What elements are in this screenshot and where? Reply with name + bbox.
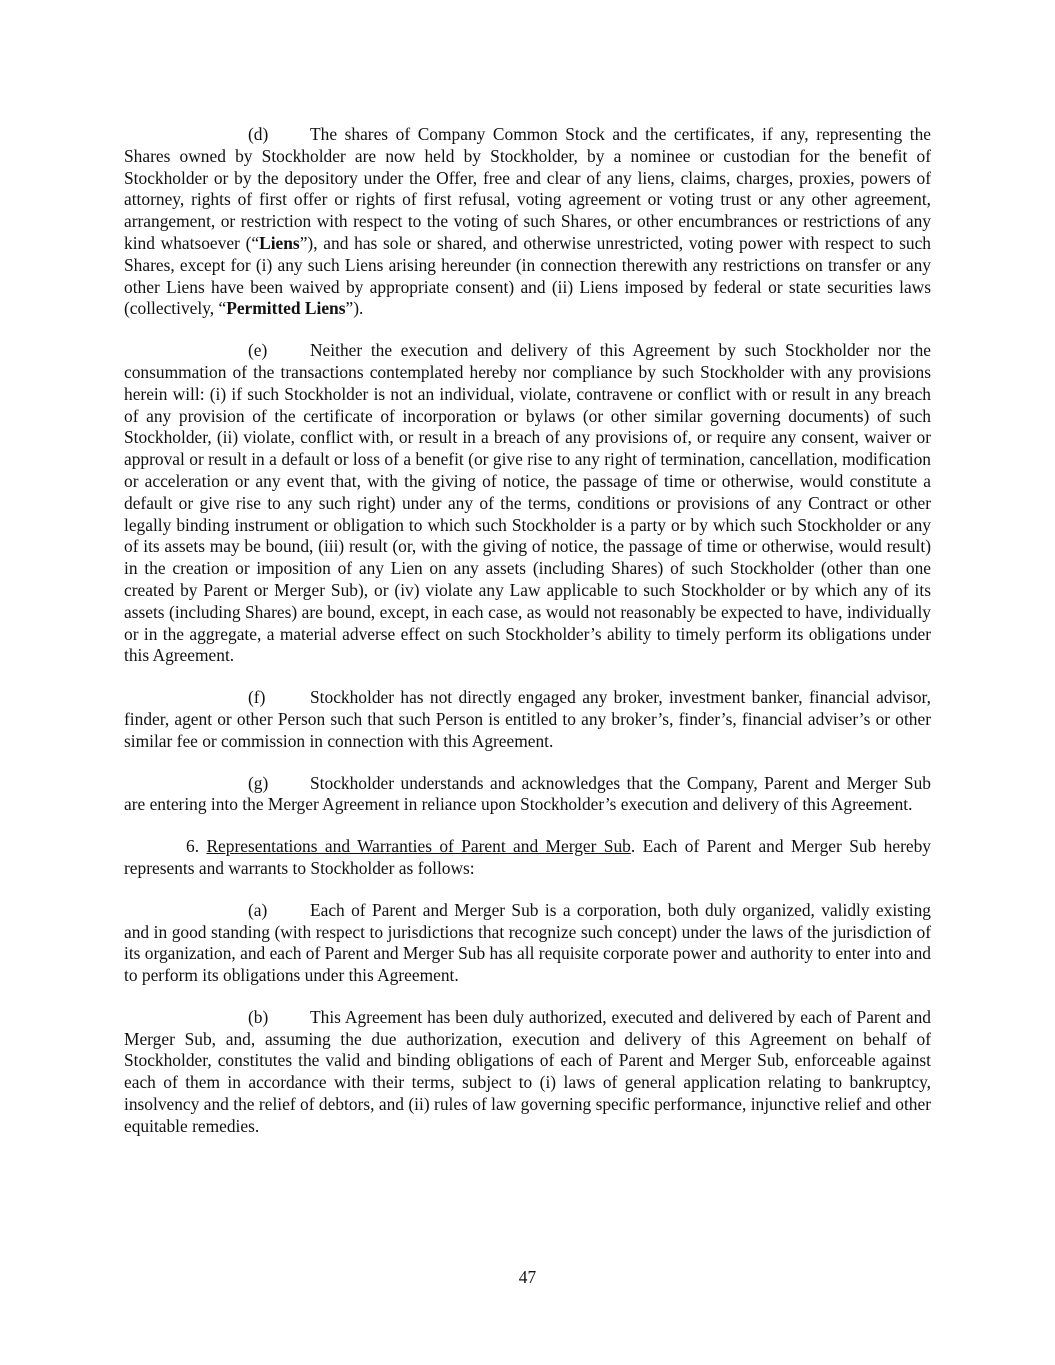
paragraph-6a-text: Each of Parent and Merger Sub is a corporation, both duly organized, validly existing and in good standing (with respect to jurisdictions that recognize such concept) under the laws of the jurisdiction of its organization, and each of Parent and Merger Sub has all requisite corporate power and authority to enter into and to perform its obligations under this Agreement. [124,899,931,986]
paragraph-f-text: Stockholder has not directly engaged any broker, investment banker, financial advisor, finder, agent or other Person such that such Person is entitled to any broker’s, finder’s, financial adviser’s or other similar fee or commission in connection with this Agreement. [124,687,931,751]
paragraph-d-text-2: ”), and has sole or shared, and otherwise unrestricted, voting power with respect to such Shares, except for (i) any such Liens arising hereunder (in connection therewith any restrictions on transfer or any other Liens have been waived by appropriate consent) and (ii) Liens imposed by federal or state securities laws (collectively, “ [124,232,931,319]
paragraph-g-text: Stockholder understands and acknowledges that the Company, Parent and Merger Sub are entering into the Merger Agreement in reliance upon Stockholder’s execution and delivery of this Agreement. [124,772,931,815]
paragraph-e [124,340,931,667]
defined-term-liens: Liens [259,232,300,253]
paragraph-f-label: (f) [248,687,266,708]
page-number: 47 [518,1267,537,1287]
paragraph-e-label: (e) [248,340,268,361]
document-page [124,124,931,1158]
paragraph-6a-label: (a) [248,899,268,920]
paragraph-d-label: (d) [248,124,269,144]
paragraph-d [124,124,931,320]
paragraph-e-text: Neither the execution and delivery of this Agreement by such Stockholder nor the consummation of the transactions contemplated hereby nor compliance by such Stockholder with any provisions herein will: (i) if such Stockholder is not an individual, violate, contravene or conflict with or result in any breach of any provision of the certificate of incorporation or bylaws (or other similar governing documents) of such Stockholder, (ii) violate, conflict with, or result in a breach of any provisions of, or require any consent, waiver or approval or result in a default or loss of a benefit (or give rise to any right of termination, cancellation, modification or acceleration or any event that, with the giving of notice, the passage of time or otherwise, would constitute a default or give rise to any such right) under any of the terms, conditions or provisions of any Contract or other legally binding instrument or obligation to which such Stockholder is a party or by which such Stockholder or any of its assets may be bound, (iii) result (or, with the giving of notice, the passage of time or otherwise, would result) in the creation or imposition of any Lien on any assets (including Shares) of such Stockholder (other than one created by Parent or Merger Sub), or (iv) violate any Law applicable to such Stockholder or by which any of its assets (including Shares) are bound, except, in each case, as would not reasonably be expected to have, individually or in the aggregate, a material adverse effect on such Stockholder’s ability to timely perform its obligations under this Agreement. [124,340,931,666]
paragraph-6a [124,900,931,987]
section-intro-text: . Each of Parent and Merger Sub hereby represents and warrants to Stockholder as follows: [124,836,931,878]
paragraph-f [124,687,931,752]
paragraph-d-text-3: ”). [345,298,364,319]
paragraph-g-label: (g) [248,772,269,793]
paragraph-6b-label: (b) [248,1006,269,1027]
defined-term-permitted-liens: Permitted Liens [226,298,346,319]
section-number: 6. [186,836,200,857]
section-heading: Representations and Warranties of Parent and Merger Sub [206,836,631,857]
paragraph-g [124,773,931,817]
section-6-heading-paragraph [124,836,931,880]
paragraph-d-text-1: The shares of Company Common Stock and the certificates, if any, representing the Shares owned by Stockholder are now held by Stockholder, by a nominee or custodian for the benefit of Stockholder or by the depository under the Offer, free and clear of any liens, claims, charges, proxies, powers of attorney, rights of first offer or rights of first refusal, voting agreement or voting trust or any other agreement, arrangement, or restriction with respect to the voting of such Shares, or other encumbrances or restrictions of any kind whatsoever (“ [124,124,931,253]
paragraph-6b [124,1007,931,1138]
paragraph-6b-text: This Agreement has been duly authorized, executed and delivered by each of Parent and Merger Sub, and, assuming the due authorization, execution and delivery of this Agreement on behalf of Stockholder, constitutes the valid and binding obligations of each of Parent and Merger Sub, enforceable against each of them in accordance with their terms, subject to (i) laws of general application relating to bankruptcy, insolvency and the relief of debtors, and (ii) rules of law governing specific performance, injunctive relief and other equitable remedies. [124,1006,931,1136]
